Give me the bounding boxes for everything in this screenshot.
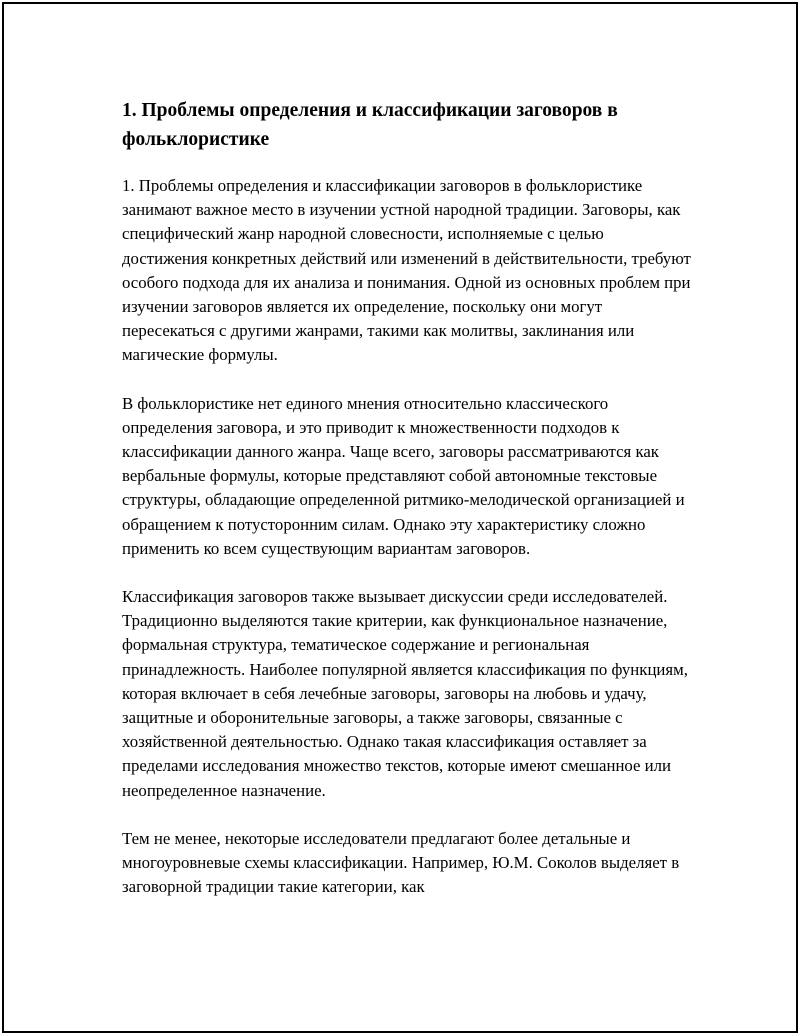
paragraph-1: 1. Проблемы определения и классификации заговоров в фольклористике занимают важное место в изучении устной народной традиции. Заговоры, как специфический жанр народной словесности, исполняемые с целью достижения конкретных действий или изменений в действительности, требуют особого подхода для их анализа и понимания. Одной из основных проблем при изучении заговоров является их определение, поскольку они могут пересекаться с другими жанрами, такими как молитвы, заклинания или магические формулы. <box>122 176 691 365</box>
paragraph-4: Тем не менее, некоторые исследователи предлагают более детальные и многоуровневые схемы классификации. Например, Ю.М. Соколов выделяет в заговорной традиции такие категории, как <box>122 828 680 897</box>
page-frame <box>2 2 798 1033</box>
document-body <box>122 96 692 923</box>
paragraph-3: Классификация заговоров также вызывает дискуссии среди исследователей. Традиционно выделяются такие критерии, как функциональное назначение, формальная структура, тематическое содержание и региональная принадлежность. Наиболее популярной является классификация по функциям, которая включает в себя лечебные заговоры, заговоры на любовь и удачу, защитные и оборонительные заговоры, а также заговоры, связанные с хозяйственной деятельностью. Однако такая классификация оставляет за пределами исследования множество текстов, которые имеют смешанное или неопределенное назначение. <box>122 587 688 800</box>
section-heading: 1. Проблемы определения и классификации заговоров в фольклористике <box>122 100 618 150</box>
paragraph-2: В фольклористике нет единого мнения относительно классического определения заговора, и это приводит к множественности подходов к классификации данного жанра. Чаще всего, заговоры рассматриваются как вербальные формулы, которые представляют собой автономные текстовые структуры, обладающие определенной ритмико-мелодической организацией и обращением к потусторонним силам. Однако эту характеристику сложно применить ко всем существующим вариантам заговоров. <box>122 393 685 558</box>
